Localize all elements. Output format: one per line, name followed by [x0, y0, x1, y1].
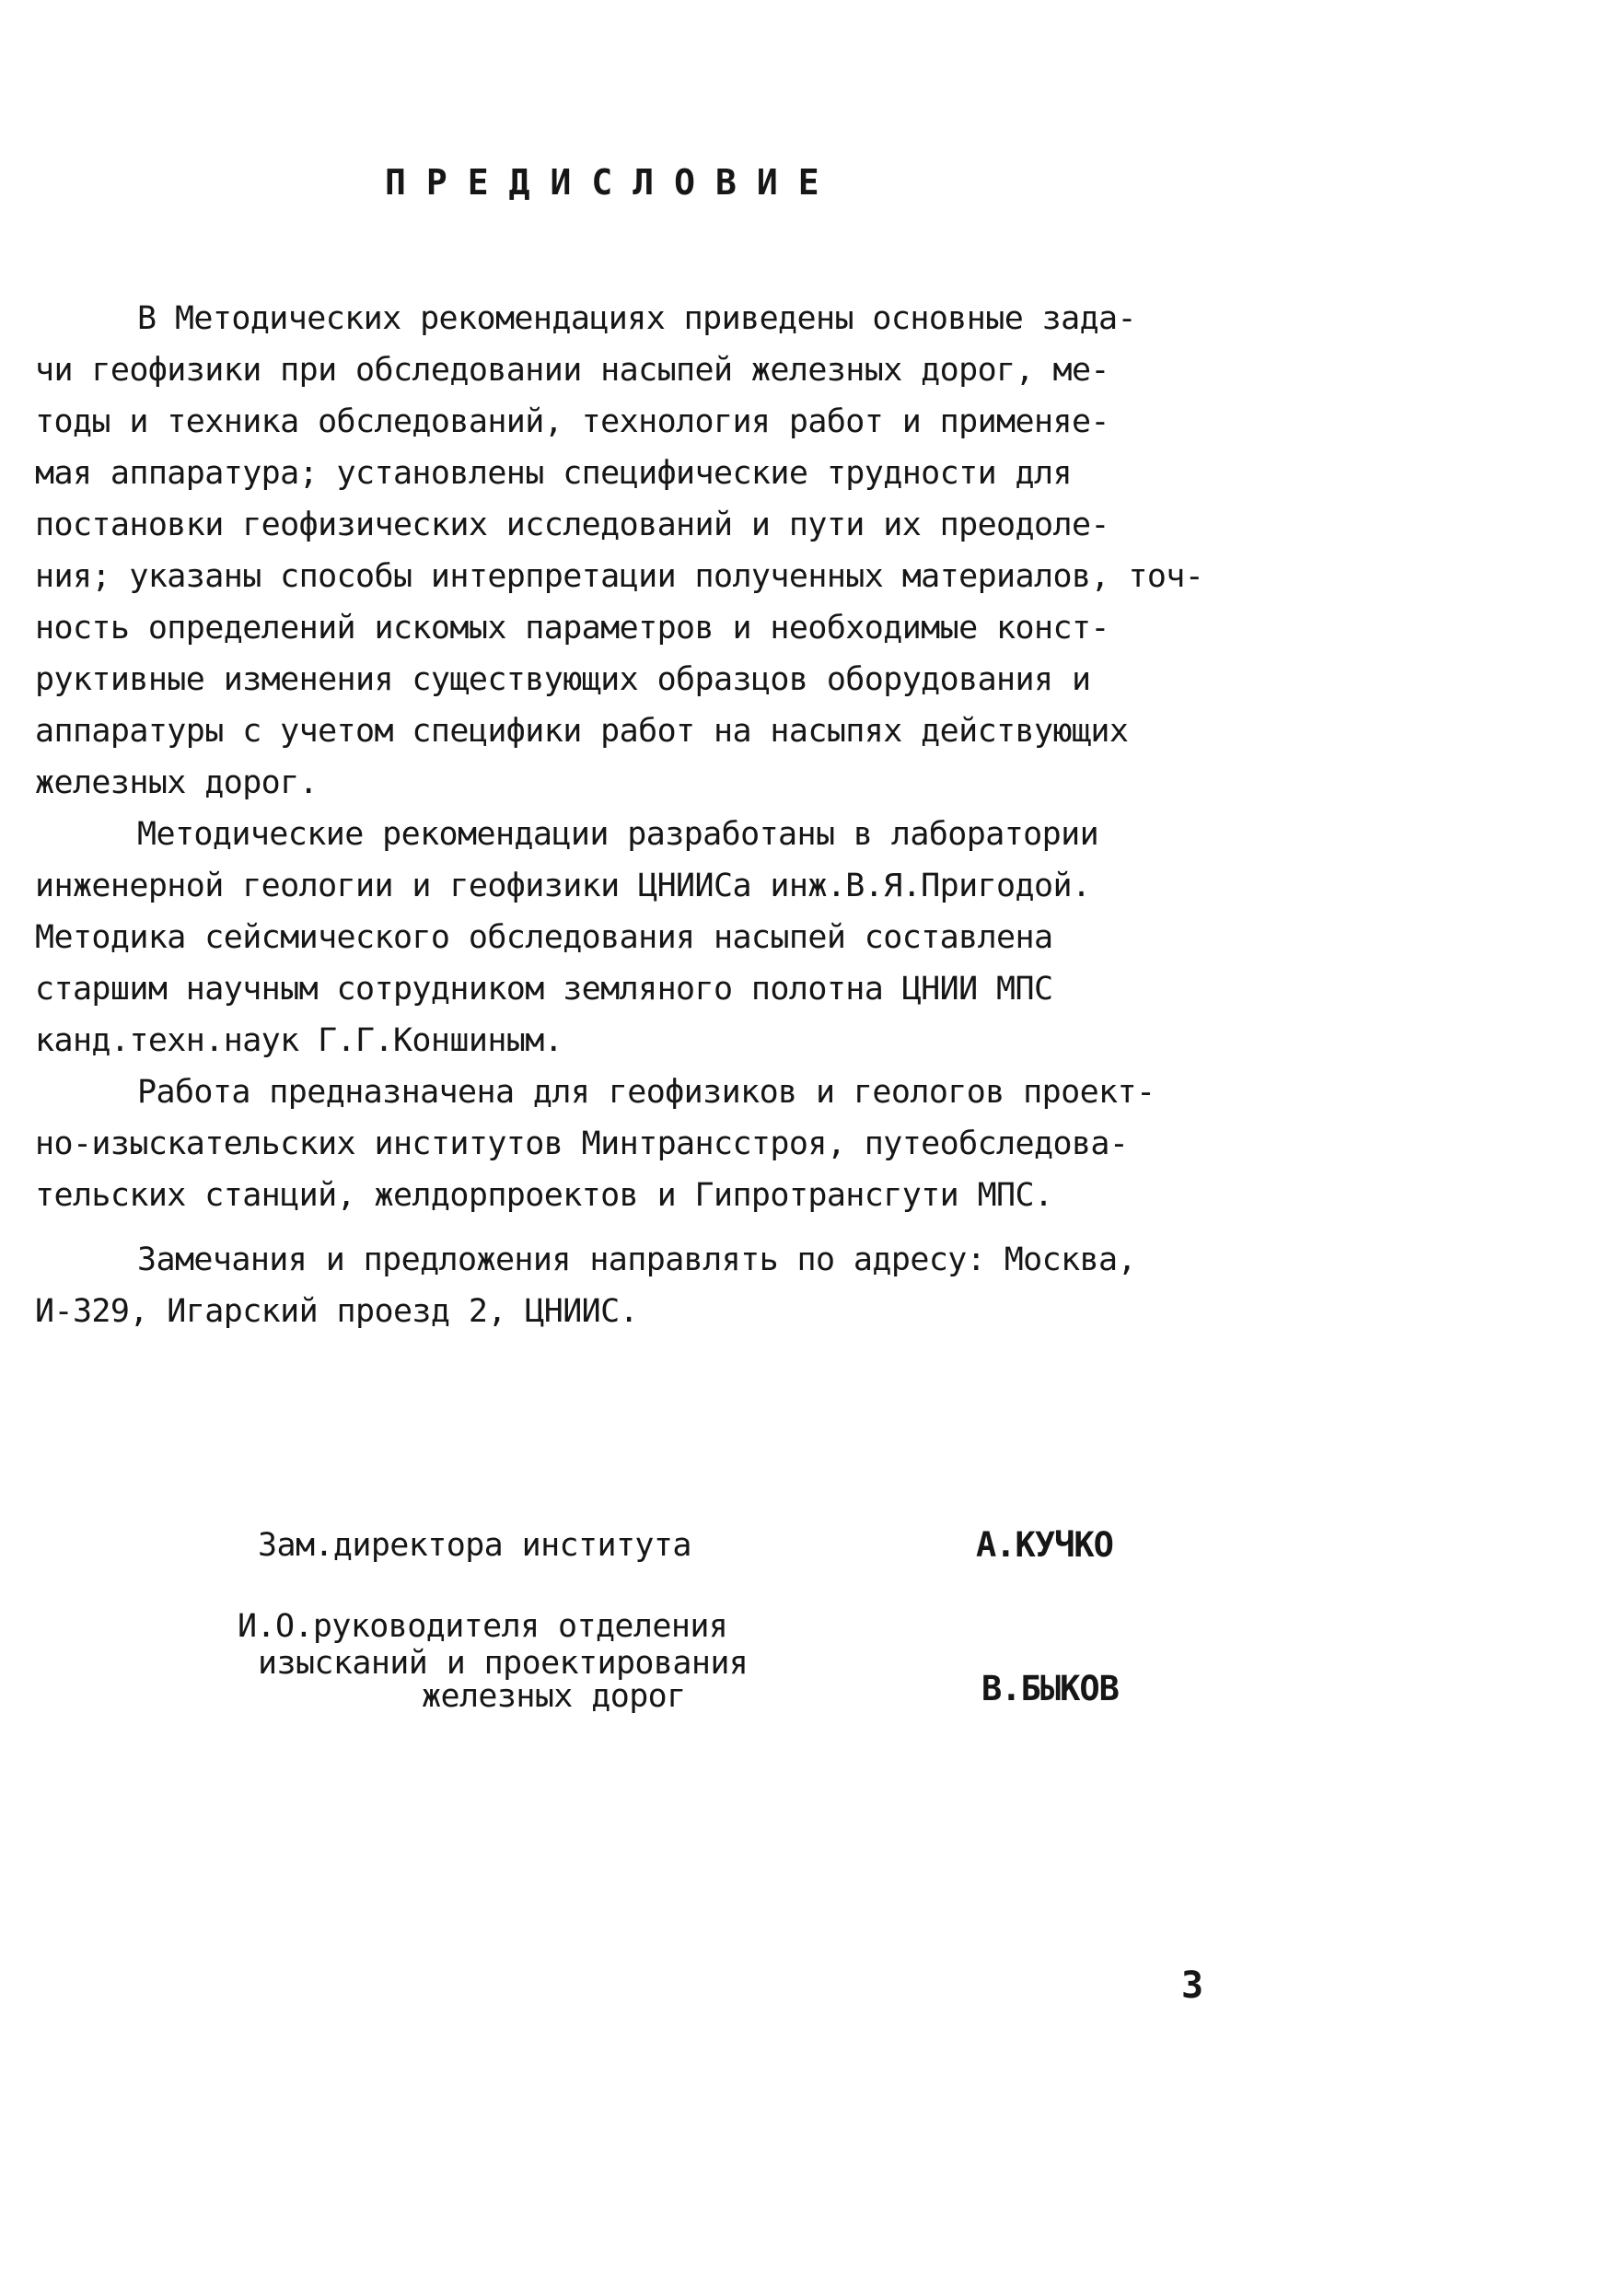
- paragraph-4-line-2: И-329, Игарский проезд 2, ЦНИИС.: [35, 1293, 639, 1330]
- paragraph-1-line-2: чи геофизики при обследовании насыпей железных дорог, ме-: [35, 352, 1109, 389]
- paragraph-3-line-1: Работа предназначена для геофизиков и геологов проект-: [137, 1074, 1155, 1111]
- paragraph-1-line-4: мая аппаратура; установлены специфические трудности для: [35, 455, 1072, 492]
- paragraph-1-line-5: постановки геофизических исследований и пути их преодоле-: [35, 507, 1109, 543]
- paragraph-2-line-3: Методика сейсмического обследования насыпей составлена: [35, 919, 1053, 956]
- paragraph-2-line-5: канд.техн.наук Г.Г.Коншиным.: [35, 1022, 563, 1059]
- signature-name-bykov: В.БЫКОВ: [981, 1669, 1119, 1708]
- paragraph-1-line-1: В Методических рекомендациях приведены основные зада-: [137, 300, 1137, 337]
- signature-title-acting-head-line-2: изысканий и проектирования: [258, 1645, 749, 1682]
- signature-title-acting-head-line-3: железных дорог: [422, 1678, 686, 1715]
- page-title: ПРЕДИСЛОВИЕ: [385, 162, 840, 203]
- paragraph-4-line-1: Замечания и предложения направлять по адресу: Москва,: [137, 1241, 1137, 1278]
- paragraph-2-line-4: старшим научным сотрудником земляного полотна ЦНИИ МПС: [35, 971, 1053, 1008]
- signature-title-acting-head-line-1: И.О.руководителя отделения: [238, 1608, 728, 1645]
- paragraph-3-line-2: но-изыскательских институтов Минтрансстроя, путеобследова-: [35, 1125, 1129, 1162]
- signature-name-kuchko: А.КУЧКО: [976, 1525, 1113, 1565]
- paragraph-1-line-10: железных дорог.: [35, 764, 319, 801]
- paragraph-1-line-3: тоды и техника обследований, технология работ и применяе-: [35, 403, 1109, 440]
- paragraph-1-line-8: руктивные изменения существующих образцов оборудования и: [35, 661, 1091, 698]
- paragraph-1-line-7: ность определений искомых параметров и необходимые конст-: [35, 610, 1109, 647]
- paragraph-3-line-3: тельских станций, желдорпроектов и Гипротрансгути МПС.: [35, 1177, 1053, 1214]
- paragraph-1-line-9: аппаратуры с учетом специфики работ на насыпях действующих: [35, 713, 1129, 750]
- paragraph-2-line-1: Методические рекомендации разработаны в лаборатории: [137, 816, 1099, 853]
- paragraph-2-line-2: инженерной геологии и геофизики ЦНИИСа инж.В.Я.Пригодой.: [35, 868, 1091, 904]
- page-number: 3: [1181, 1964, 1204, 2007]
- paragraph-1-line-6: ния; указаны способы интерпретации полученных материалов, точ-: [35, 558, 1204, 595]
- signature-title-deputy-director: Зам.директора института: [258, 1527, 691, 1564]
